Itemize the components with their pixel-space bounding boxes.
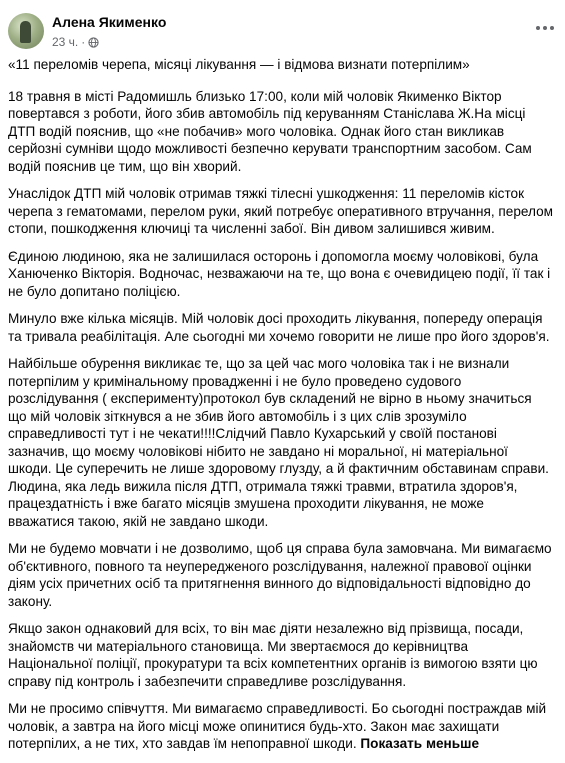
more-dot	[536, 26, 540, 30]
post-body	[8, 56, 553, 763]
post-paragraph: Ми не будемо мовчати і не дозволимо, щоб ця справа була замовчана. Ми вимагаємо об'єктивного, повного та неупередженого розслідування, належної правової оцінки діям усіх причетних осіб та притягнення винного до відповідальності відповідно до закону.	[8, 541, 552, 609]
more-options-icon[interactable]	[533, 18, 557, 38]
post-paragraph: Єдиною людиною, яка не залишилася осторонь і допомогла моєму чоловікові, була Ханюченко Вікторія. Водночас, незважаючи на те, що вона є очевидицею події, її так і не було допитано поліцією.	[8, 248, 551, 299]
post-last-text: Ми не просимо співчуття. Ми вимагаємо справедливості. Бо сьогодні постраждав мій чоловік, а завтра на його місці може опинитися будь-хто. Закон має захищати потерпілих, а не тих, хто завдав їм непоправної шкоди.	[8, 701, 547, 751]
avatar[interactable]	[8, 13, 44, 49]
post-time[interactable]: 23 ч.	[52, 35, 79, 49]
author-name[interactable]: Алена Якименко	[52, 14, 167, 30]
post-paragraph: Унаслідок ДТП мій чоловік отримав тяжкі тілесні ушкодження: 11 переломів кісток черепа з гематомами, перелом руки, який потребує оперативного втручання, перелом стопи, пошкодження ключиці та численні забої. Він дивом залишився живим.	[8, 186, 553, 236]
post-paragraph: Минуло вже кілька місяців. Мій чоловік досі проходить лікування, попереду операція та тривала реабілітація. Але сьогодні ми хочемо говорити не лише про його здоров'я.	[8, 311, 550, 344]
show-less-link[interactable]: Показать меньше	[360, 736, 480, 751]
post-paragraph: Найбільше обурення викликає те, що за цей час мого чоловіка так і не визнали потерпілим у кримінальному провадженні і не було проведено судового розслідування ( експерименту)протокол був складений не вірно в ньому значиться що мій чоловік зіткнувся а не збив його автомобіль і з цих слів зрозуміло справедливості тут і не чекати!!!!Слідчий Павло Кухарський у своїй постанові зазначив, що моєму чоловікові нібито не завдано ні моральної, ні матеріальної шкоди. Це суперечить не лише здоровому глузду, а й фактичним обставинам справи. Людина, яка ледь вижила після ДТП, отримала тяжкі травми, втратила здоров'я, працездатність і вже багато місяців змушена проходити лікування, не може вважатися такою, якій не завдано шкоди.	[8, 356, 549, 529]
post-paragraph: Якщо закон однаковий для всіх, то він має діяти незалежно від прізвища, посади, знайомств чи матеріального становища. Ми звертаємося до керівництва Національної поліції, прокуратури та всіх компетентних органів із вимогою взяти цю справу під контроль і забезпечити справедливе розслідування.	[8, 621, 538, 689]
meta-separator: ·	[81, 35, 86, 49]
more-dot	[543, 26, 547, 30]
post-last-paragraph	[8, 700, 553, 753]
globe-icon[interactable]	[88, 37, 99, 48]
post-meta	[52, 35, 99, 49]
post-paragraph: 18 травня в місті Радомишль близько 17:00, коли мій чоловік Якименко Віктор повертався з роботи, його збив автомобіль під керуванням Станіслава Ж.На місці ДТП водій пояснив, що «не побачив» мого чоловіка. Однак його стан викликав серйозні сумніви щодо можливості безпечно керувати транспортним засобом. Сам водій пояснив це тим, що він хворий.	[8, 88, 532, 174]
more-dot	[550, 26, 554, 30]
avatar-figure	[20, 21, 31, 43]
post-headline: «11 переломів черепа, місяці лікування — і відмова визнати потерпілим»	[8, 57, 470, 72]
post-header	[8, 8, 557, 52]
